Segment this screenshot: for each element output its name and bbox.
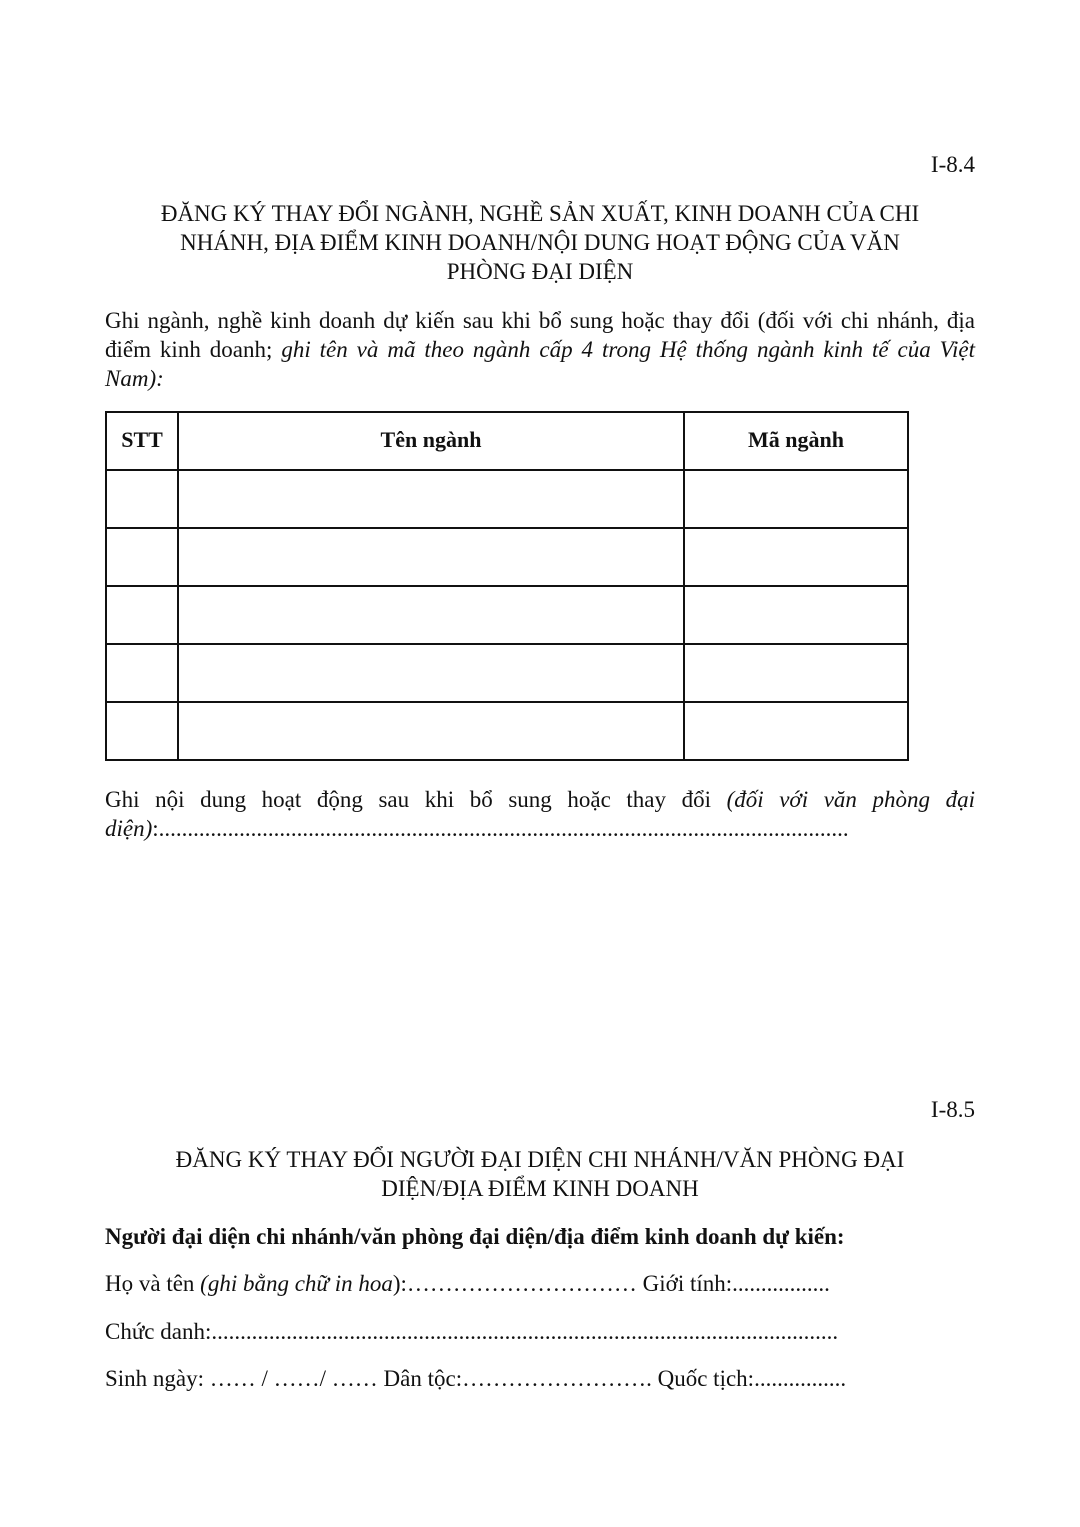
title-line: ĐĂNG KÝ THAY ĐỔI NGƯỜI ĐẠI DIỆN CHI NHÁNH/VĂN PHÒNG ĐẠI [175,1147,905,1172]
section-title [105,199,975,286]
cell-industry-code[interactable] [684,644,908,702]
title-line: DIỆN/ĐỊA ĐIỂM KINH DOANH [381,1176,699,1201]
name-rest: ):………………………… Giới tính:................. [392,1271,830,1296]
form-code: I-8.5 [930,1097,975,1122]
cell-stt[interactable] [106,702,178,760]
name-label: Họ và tên [105,1271,201,1296]
content-italic: (đối với văn phòng đại diện) [105,787,975,841]
table-row [106,470,908,528]
cell-industry-name[interactable] [178,586,684,644]
table-header-row [106,412,908,470]
position-field[interactable]: Chức danh:............................................................................................................. [105,1319,839,1344]
cell-industry-code[interactable] [684,586,908,644]
cell-stt[interactable] [106,470,178,528]
table-row [106,702,908,760]
name-hint: (ghi bằng chữ in hoa [200,1271,393,1296]
table-row [106,644,908,702]
activity-content-field[interactable] [105,785,975,843]
industry-table [105,411,909,761]
content-dots: :........................................................................................................................ [152,816,849,841]
form-code: I-8.4 [930,152,975,177]
title-line: PHÒNG ĐẠI DIỆN [446,259,634,284]
title-line: NHÁNH, ĐỊA ĐIỂM KINH DOANH/NỘI DUNG HOẠT ĐỘNG CỦA VĂN [180,230,900,255]
instruction-italic: ghi tên và mã theo ngành cấp 4 trong Hệ thống ngành kinh tế của Việt Nam): [105,337,975,391]
cell-industry-name[interactable] [178,528,684,586]
section-title [105,1145,975,1203]
instruction-normal: Ghi ngành, nghề kinh doanh dự kiến sau khi bổ sung hoặc thay đổi (đối với chi nhánh, địa điểm kinh doanh; [105,308,975,362]
cell-stt[interactable] [106,528,178,586]
content-normal: Ghi nội dung hoạt động sau khi bổ sung hoặc thay đổi [105,787,727,812]
cell-industry-code[interactable] [684,470,908,528]
cell-industry-code[interactable] [684,528,908,586]
cell-industry-name[interactable] [178,702,684,760]
table-row [106,586,908,644]
header-stt: STT [106,412,178,470]
birth-ethnicity-nationality-field[interactable]: Sinh ngày: …… / ……/ …… Dân tộc:……………………. Quốc tịch:................ [105,1366,847,1391]
instruction-text [105,306,975,393]
cell-industry-name[interactable] [178,470,684,528]
cell-stt[interactable] [106,586,178,644]
cell-industry-code[interactable] [684,702,908,760]
full-name-field[interactable] [105,1269,975,1298]
title-line: ĐĂNG KÝ THAY ĐỔI NGÀNH, NGHỀ SẢN XUẤT, KINH DOANH CỦA CHI [160,201,920,226]
cell-industry-name[interactable] [178,644,684,702]
table-row [106,528,908,586]
representative-heading: Người đại diện chi nhánh/văn phòng đại diện/địa điểm kinh doanh dự kiến: [105,1224,845,1249]
header-industry-name: Tên ngành [178,412,684,470]
header-industry-code: Mã ngành [684,412,908,470]
cell-stt[interactable] [106,644,178,702]
